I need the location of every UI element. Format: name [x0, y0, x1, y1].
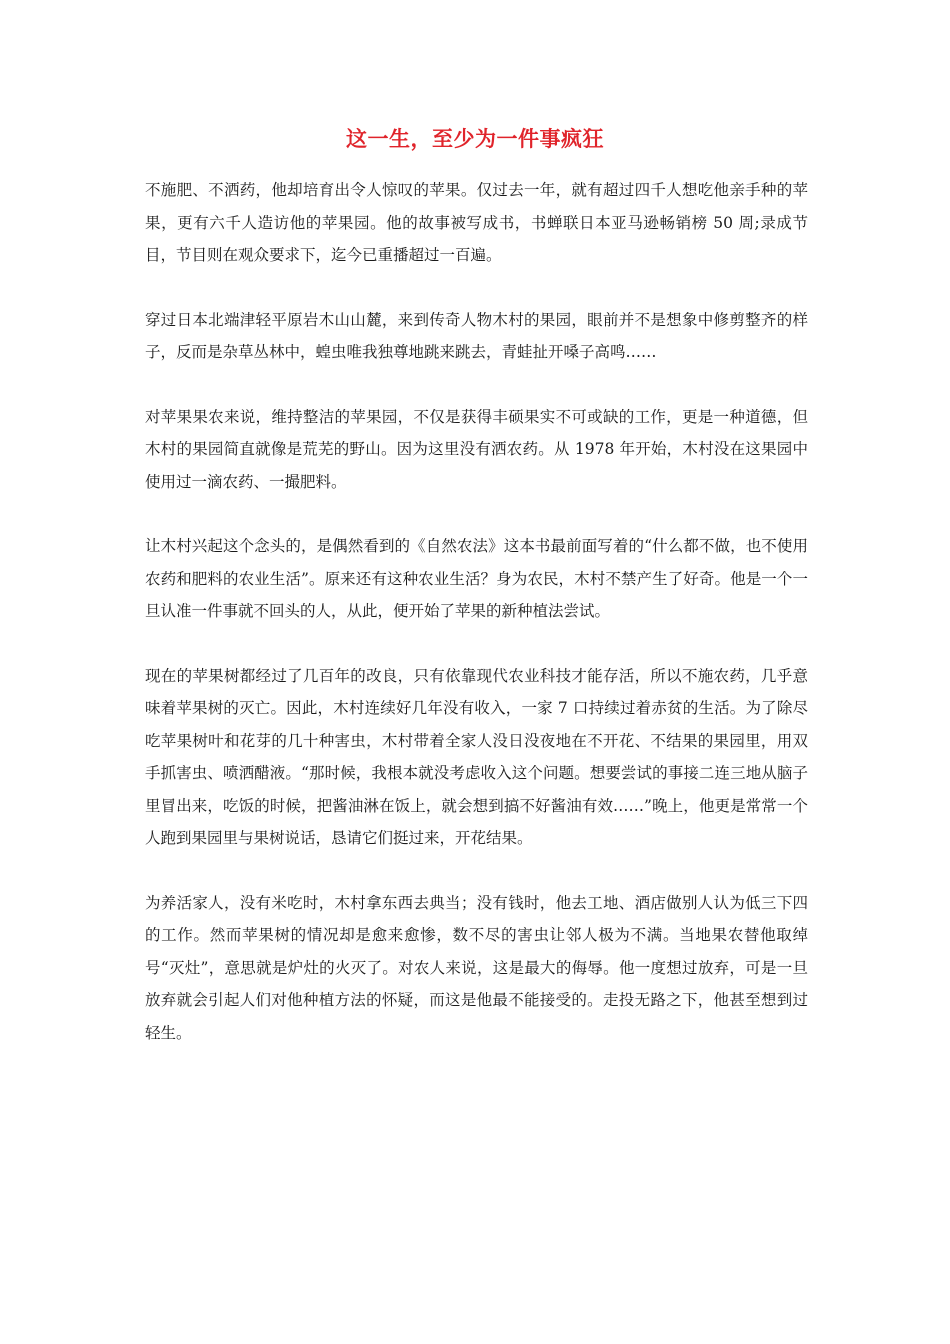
- paragraph-6: 为养活家人，没有米吃时，木村拿东西去典当；没有钱时，他去工地、酒店做别人认为低三下四的工作。然而苹果树的情况却是愈来愈惨，数不尽的害虫让邻人极为不满。当地果农替他取绰号“灭灶”，意思就是炉灶的火灭了。对农人来说，这是最大的侮辱。他一度想过放弃，可是一旦放弃就会引起人们对他种植方法的怀疑，而这是他最不能接受的。走投无路之下，他甚至想到过轻生。: [145, 893, 808, 1042]
- paragraph-5: 现在的苹果树都经过了几百年的改良，只有依靠现代农业科技才能存活，所以不施农药，几乎意味着苹果树的灭亡。因此，木村连续好几年没有收入，一家 7 口持续过着赤贫的生活。为了除尽吃苹果树叶和花芽的几十种害虫，木村带着全家人没日没夜地在不开花、不结果的果园里，用双手抓害虫、喷洒醋液。“那时候，我根本就没考虑收入这个问题。想要尝试的事接二连三地从脑子里冒出来，吃饭的时候，把酱油淋在饭上，就会想到搞不好酱油有效……”晚上，他更是常常一个人跑到果园里与果树说话，恳请它们挺过来，开花结果。: [145, 666, 808, 847]
- paragraph-1: 不施肥、不洒药，他却培育出令人惊叹的苹果。仅过去一年，就有超过四千人想吃他亲手种的苹果，更有六千人造访他的苹果园。他的故事被写成书，书蝉联日本亚马逊畅销榜 50 周;录成节目，节目则在观众要求下，迄今已重播超过一百遍。: [145, 181, 808, 264]
- document-title: 这一生，至少为一件事疯狂: [346, 127, 604, 151]
- document-body: [145, 174, 808, 1081]
- paragraph-4: 让木村兴起这个念头的，是偶然看到的《自然农法》这本书最前面写着的“什么都不做，也不使用农药和肥料的农业生活”。原来还有这种农业生活？身为农民，木村不禁产生了好奇。他是一个一旦认准一件事就不回头的人，从此，便开始了苹果的新种植法尝试。: [145, 537, 808, 620]
- paragraph-3: 对苹果果农来说，维持整洁的苹果园，不仅是获得丰硕果实不可或缺的工作，更是一种道德，但木村的果园简直就像是荒芜的野山。因为这里没有洒农药。从 1978 年开始，木村没在这果园中使用过一滴农药、一撮肥料。: [145, 407, 808, 491]
- paragraph-2: 穿过日本北端津轻平原岩木山山麓，来到传奇人物木村的果园，眼前并不是想象中修剪整齐的样子，反而是杂草丛林中，蝗虫唯我独尊地跳来跳去，青蛙扯开嗓子高鸣……: [145, 310, 808, 361]
